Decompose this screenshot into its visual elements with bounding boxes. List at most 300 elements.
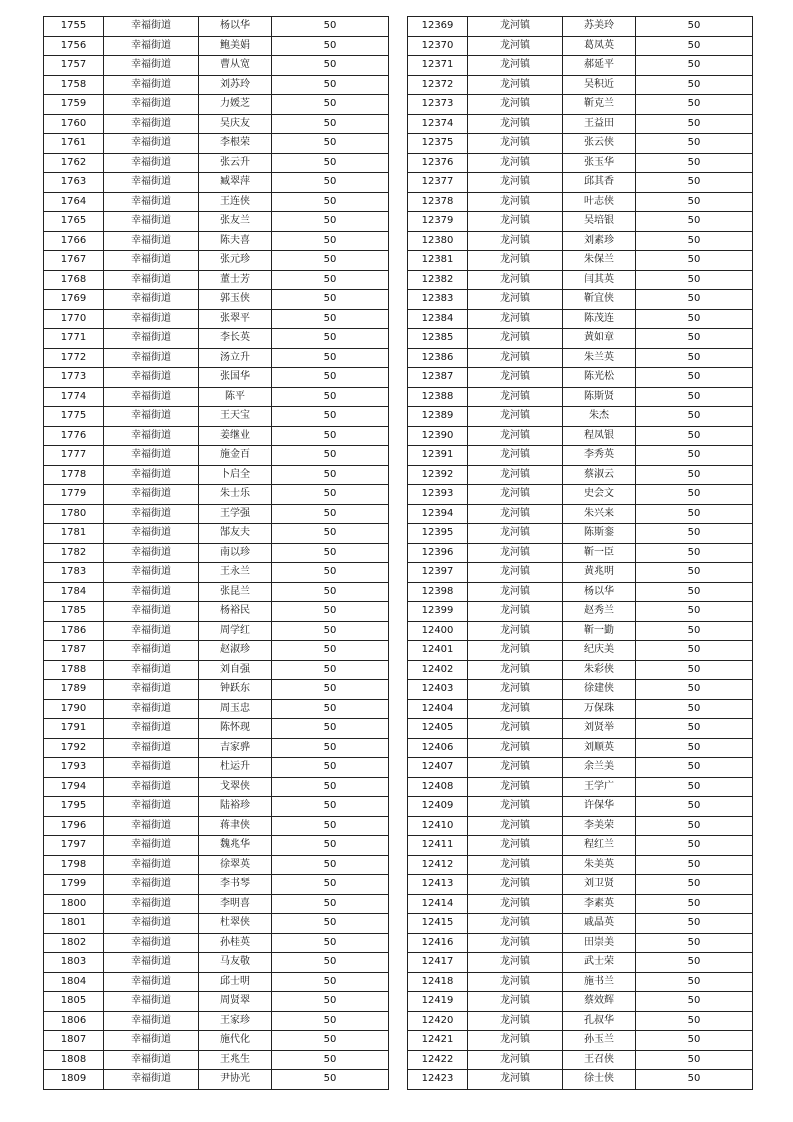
row-number-cell: 1760 [44, 114, 104, 134]
person-name-cell: 张云侠 [563, 134, 636, 154]
table-row [408, 231, 753, 251]
row-number-cell: 12390 [408, 426, 468, 446]
person-name-cell: 蒋聿侠 [199, 816, 272, 836]
district-cell: 龙河镇 [468, 36, 563, 56]
amount-cell: 50 [636, 738, 753, 758]
row-number-cell: 12423 [408, 1070, 468, 1090]
district-cell: 幸福街道 [104, 387, 199, 407]
table-row [408, 309, 753, 329]
person-name-cell: 郜友夫 [199, 524, 272, 544]
row-number-cell: 1787 [44, 641, 104, 661]
row-number-cell: 12413 [408, 875, 468, 895]
district-cell: 幸福街道 [104, 914, 199, 934]
amount-cell: 50 [272, 387, 389, 407]
person-name-cell: 王兆生 [199, 1050, 272, 1070]
table-row [408, 173, 753, 193]
person-name-cell: 李根荣 [199, 134, 272, 154]
amount-cell: 50 [636, 290, 753, 310]
district-cell: 幸福街道 [104, 114, 199, 134]
row-number-cell: 1790 [44, 699, 104, 719]
row-number-cell: 1756 [44, 36, 104, 56]
district-cell: 龙河镇 [468, 524, 563, 544]
row-number-cell: 1792 [44, 738, 104, 758]
amount-cell: 50 [636, 75, 753, 95]
person-name-cell: 黄兆明 [563, 563, 636, 583]
person-name-cell: 马友敬 [199, 953, 272, 973]
person-name-cell: 卜启全 [199, 465, 272, 485]
person-name-cell: 戈翠侠 [199, 777, 272, 797]
district-cell: 龙河镇 [468, 699, 563, 719]
table-row [408, 17, 753, 37]
row-number-cell: 1802 [44, 933, 104, 953]
person-name-cell: 周贤翠 [199, 992, 272, 1012]
amount-cell: 50 [272, 582, 389, 602]
table-row [44, 816, 389, 836]
district-cell: 幸福街道 [104, 153, 199, 173]
amount-cell: 50 [636, 1050, 753, 1070]
row-number-cell: 1757 [44, 56, 104, 76]
row-number-cell: 12373 [408, 95, 468, 115]
district-cell: 幸福街道 [104, 309, 199, 329]
table-row [408, 641, 753, 661]
row-number-cell: 1764 [44, 192, 104, 212]
table-row [44, 894, 389, 914]
amount-cell: 50 [636, 894, 753, 914]
amount-cell: 50 [272, 1011, 389, 1031]
row-number-cell: 12394 [408, 504, 468, 524]
row-number-cell: 12369 [408, 17, 468, 37]
person-name-cell: 陈斯贤 [563, 387, 636, 407]
table-row [44, 290, 389, 310]
person-name-cell: 田崇美 [563, 933, 636, 953]
table-row [408, 992, 753, 1012]
table-row [44, 36, 389, 56]
row-number-cell: 12381 [408, 251, 468, 271]
district-cell: 幸福街道 [104, 699, 199, 719]
amount-cell: 50 [272, 816, 389, 836]
person-name-cell: 朱保兰 [563, 251, 636, 271]
amount-cell: 50 [636, 875, 753, 895]
table-row [44, 524, 389, 544]
district-cell: 龙河镇 [468, 75, 563, 95]
row-number-cell: 12399 [408, 602, 468, 622]
row-number-cell: 12370 [408, 36, 468, 56]
row-number-cell: 1773 [44, 368, 104, 388]
person-name-cell: 钟跃东 [199, 680, 272, 700]
amount-cell: 50 [636, 914, 753, 934]
table-row [44, 231, 389, 251]
amount-cell: 50 [636, 953, 753, 973]
district-cell: 龙河镇 [468, 212, 563, 232]
table-row [408, 329, 753, 349]
row-number-cell: 1768 [44, 270, 104, 290]
amount-cell: 50 [272, 173, 389, 193]
district-cell: 龙河镇 [468, 602, 563, 622]
amount-cell: 50 [636, 329, 753, 349]
person-name-cell: 魏兆华 [199, 836, 272, 856]
amount-cell: 50 [272, 251, 389, 271]
district-cell: 幸福街道 [104, 407, 199, 427]
amount-cell: 50 [636, 933, 753, 953]
person-name-cell: 陈平 [199, 387, 272, 407]
district-cell: 龙河镇 [468, 621, 563, 641]
row-number-cell: 1767 [44, 251, 104, 271]
row-number-cell: 1769 [44, 290, 104, 310]
row-number-cell: 12417 [408, 953, 468, 973]
row-number-cell: 12383 [408, 290, 468, 310]
district-cell: 幸福街道 [104, 641, 199, 661]
district-cell: 龙河镇 [468, 582, 563, 602]
table-row [408, 56, 753, 76]
table-row [44, 75, 389, 95]
row-number-cell: 1774 [44, 387, 104, 407]
district-cell: 龙河镇 [468, 816, 563, 836]
district-cell: 幸福街道 [104, 134, 199, 154]
district-cell: 龙河镇 [468, 855, 563, 875]
table-row [408, 387, 753, 407]
row-number-cell: 12405 [408, 719, 468, 739]
person-name-cell: 王家珍 [199, 1011, 272, 1031]
amount-cell: 50 [272, 153, 389, 173]
district-cell: 龙河镇 [468, 719, 563, 739]
amount-cell: 50 [636, 114, 753, 134]
row-number-cell: 1793 [44, 758, 104, 778]
district-cell: 幸福街道 [104, 348, 199, 368]
district-cell: 幸福街道 [104, 36, 199, 56]
left-table [43, 16, 389, 1090]
person-name-cell: 孙玉兰 [563, 1031, 636, 1051]
amount-cell: 50 [636, 95, 753, 115]
table-row [408, 75, 753, 95]
table-row [44, 563, 389, 583]
person-name-cell: 朱士乐 [199, 485, 272, 505]
amount-cell: 50 [272, 543, 389, 563]
person-name-cell: 戚晶英 [563, 914, 636, 934]
person-name-cell: 赵淑珍 [199, 641, 272, 661]
amount-cell: 50 [272, 290, 389, 310]
district-cell: 龙河镇 [468, 933, 563, 953]
district-cell: 龙河镇 [468, 738, 563, 758]
district-cell: 龙河镇 [468, 894, 563, 914]
amount-cell: 50 [636, 797, 753, 817]
district-cell: 幸福街道 [104, 192, 199, 212]
district-cell: 龙河镇 [468, 485, 563, 505]
amount-cell: 50 [272, 95, 389, 115]
district-cell: 龙河镇 [468, 680, 563, 700]
table-row [44, 1011, 389, 1031]
amount-cell: 50 [636, 992, 753, 1012]
table-row [408, 251, 753, 271]
table-row [408, 465, 753, 485]
amount-cell: 50 [636, 192, 753, 212]
row-number-cell: 12374 [408, 114, 468, 134]
district-cell: 龙河镇 [468, 387, 563, 407]
table-row [408, 914, 753, 934]
amount-cell: 50 [272, 56, 389, 76]
table-row [44, 1031, 389, 1051]
person-name-cell: 史会文 [563, 485, 636, 505]
table-row [408, 36, 753, 56]
row-number-cell: 1791 [44, 719, 104, 739]
district-cell: 龙河镇 [468, 1070, 563, 1090]
amount-cell: 50 [272, 855, 389, 875]
person-name-cell: 张云升 [199, 153, 272, 173]
person-name-cell: 王益田 [563, 114, 636, 134]
row-number-cell: 12412 [408, 855, 468, 875]
amount-cell: 50 [272, 212, 389, 232]
person-name-cell: 闫其英 [563, 270, 636, 290]
row-number-cell: 12403 [408, 680, 468, 700]
row-number-cell: 1795 [44, 797, 104, 817]
row-number-cell: 1755 [44, 17, 104, 37]
amount-cell: 50 [636, 855, 753, 875]
amount-cell: 50 [272, 797, 389, 817]
row-number-cell: 1781 [44, 524, 104, 544]
person-name-cell: 朱美英 [563, 855, 636, 875]
amount-cell: 50 [272, 1050, 389, 1070]
amount-cell: 50 [272, 719, 389, 739]
amount-cell: 50 [636, 660, 753, 680]
row-number-cell: 12396 [408, 543, 468, 563]
row-number-cell: 12385 [408, 329, 468, 349]
district-cell: 龙河镇 [468, 914, 563, 934]
person-name-cell: 周玉忠 [199, 699, 272, 719]
district-cell: 龙河镇 [468, 173, 563, 193]
row-number-cell: 12387 [408, 368, 468, 388]
person-name-cell: 余兰美 [563, 758, 636, 778]
person-name-cell: 汤立升 [199, 348, 272, 368]
row-number-cell: 1784 [44, 582, 104, 602]
person-name-cell: 郝延平 [563, 56, 636, 76]
amount-cell: 50 [636, 348, 753, 368]
row-number-cell: 12379 [408, 212, 468, 232]
district-cell: 龙河镇 [468, 758, 563, 778]
amount-cell: 50 [272, 192, 389, 212]
amount-cell: 50 [272, 446, 389, 466]
district-cell: 龙河镇 [468, 231, 563, 251]
amount-cell: 50 [636, 36, 753, 56]
district-cell: 幸福街道 [104, 17, 199, 37]
amount-cell: 50 [272, 114, 389, 134]
row-number-cell: 12380 [408, 231, 468, 251]
district-cell: 幸福街道 [104, 173, 199, 193]
person-name-cell: 陈斯銮 [563, 524, 636, 544]
amount-cell: 50 [636, 407, 753, 427]
table-row [408, 719, 753, 739]
amount-cell: 50 [272, 368, 389, 388]
district-cell: 幸福街道 [104, 270, 199, 290]
row-number-cell: 12375 [408, 134, 468, 154]
person-name-cell: 刘自强 [199, 660, 272, 680]
table-row [44, 212, 389, 232]
district-cell: 幸福街道 [104, 251, 199, 271]
table-row [408, 485, 753, 505]
table-row [44, 933, 389, 953]
row-number-cell: 1800 [44, 894, 104, 914]
district-cell: 龙河镇 [468, 290, 563, 310]
person-name-cell: 王学强 [199, 504, 272, 524]
person-name-cell: 陆裕珍 [199, 797, 272, 817]
row-number-cell: 1761 [44, 134, 104, 154]
amount-cell: 50 [636, 387, 753, 407]
person-name-cell: 吴积近 [563, 75, 636, 95]
table-row [44, 582, 389, 602]
row-number-cell: 1779 [44, 485, 104, 505]
person-name-cell: 臧翠萍 [199, 173, 272, 193]
amount-cell: 50 [636, 17, 753, 37]
table-row [44, 368, 389, 388]
row-number-cell: 12420 [408, 1011, 468, 1031]
person-name-cell: 李明喜 [199, 894, 272, 914]
row-number-cell: 12416 [408, 933, 468, 953]
row-number-cell: 1797 [44, 836, 104, 856]
amount-cell: 50 [272, 972, 389, 992]
row-number-cell: 1798 [44, 855, 104, 875]
amount-cell: 50 [636, 446, 753, 466]
row-number-cell: 12392 [408, 465, 468, 485]
district-cell: 幸福街道 [104, 1031, 199, 1051]
district-cell: 幸福街道 [104, 212, 199, 232]
person-name-cell: 蔡效辉 [563, 992, 636, 1012]
table-row [408, 1070, 753, 1090]
row-number-cell: 1762 [44, 153, 104, 173]
table-row [44, 641, 389, 661]
district-cell: 幸福街道 [104, 1050, 199, 1070]
amount-cell: 50 [636, 543, 753, 563]
district-cell: 幸福街道 [104, 290, 199, 310]
person-name-cell: 纪庆美 [563, 641, 636, 661]
person-name-cell: 刘顺英 [563, 738, 636, 758]
person-name-cell: 刘素珍 [563, 231, 636, 251]
row-number-cell: 12372 [408, 75, 468, 95]
row-number-cell: 12414 [408, 894, 468, 914]
row-number-cell: 12415 [408, 914, 468, 934]
person-name-cell: 徐士侠 [563, 1070, 636, 1090]
person-name-cell: 叶志侠 [563, 192, 636, 212]
row-number-cell: 1758 [44, 75, 104, 95]
district-cell: 龙河镇 [468, 348, 563, 368]
person-name-cell: 蔡淑云 [563, 465, 636, 485]
district-cell: 龙河镇 [468, 426, 563, 446]
person-name-cell: 程凤银 [563, 426, 636, 446]
amount-cell: 50 [272, 738, 389, 758]
person-name-cell: 李秀英 [563, 446, 636, 466]
person-name-cell: 陈怀现 [199, 719, 272, 739]
table-row [44, 114, 389, 134]
row-number-cell: 1805 [44, 992, 104, 1012]
row-number-cell: 12391 [408, 446, 468, 466]
district-cell: 龙河镇 [468, 563, 563, 583]
person-name-cell: 万保珠 [563, 699, 636, 719]
table-row [408, 602, 753, 622]
person-name-cell: 刘贤举 [563, 719, 636, 739]
row-number-cell: 12376 [408, 153, 468, 173]
table-row [44, 504, 389, 524]
row-number-cell: 12382 [408, 270, 468, 290]
district-cell: 幸福街道 [104, 446, 199, 466]
person-name-cell: 陈茂连 [563, 309, 636, 329]
person-name-cell: 吴培银 [563, 212, 636, 232]
district-cell: 幸福街道 [104, 524, 199, 544]
row-number-cell: 12397 [408, 563, 468, 583]
district-cell: 龙河镇 [468, 543, 563, 563]
table-row [44, 602, 389, 622]
row-number-cell: 12419 [408, 992, 468, 1012]
person-name-cell: 陈光松 [563, 368, 636, 388]
person-name-cell: 朱彩侠 [563, 660, 636, 680]
person-name-cell: 葛凤英 [563, 36, 636, 56]
district-cell: 幸福街道 [104, 602, 199, 622]
district-cell: 幸福街道 [104, 777, 199, 797]
row-number-cell: 12378 [408, 192, 468, 212]
person-name-cell: 徐翠英 [199, 855, 272, 875]
person-name-cell: 靳宜侠 [563, 290, 636, 310]
amount-cell: 50 [272, 953, 389, 973]
person-name-cell: 杜翠侠 [199, 914, 272, 934]
amount-cell: 50 [636, 816, 753, 836]
person-name-cell: 王天宝 [199, 407, 272, 427]
table-row [408, 134, 753, 154]
table-row [408, 680, 753, 700]
amount-cell: 50 [272, 758, 389, 778]
amount-cell: 50 [636, 270, 753, 290]
district-cell: 龙河镇 [468, 875, 563, 895]
person-name-cell: 杨以华 [199, 17, 272, 37]
row-number-cell: 12398 [408, 582, 468, 602]
district-cell: 龙河镇 [468, 777, 563, 797]
person-name-cell: 刘卫贤 [563, 875, 636, 895]
table-row [44, 153, 389, 173]
row-number-cell: 1765 [44, 212, 104, 232]
district-cell: 龙河镇 [468, 972, 563, 992]
person-name-cell: 徐建侠 [563, 680, 636, 700]
table-row [408, 95, 753, 115]
person-name-cell: 施代化 [199, 1031, 272, 1051]
amount-cell: 50 [272, 933, 389, 953]
amount-cell: 50 [636, 465, 753, 485]
table-row [408, 875, 753, 895]
table-row [44, 992, 389, 1012]
person-name-cell: 刘苏玲 [199, 75, 272, 95]
person-name-cell: 孔叔华 [563, 1011, 636, 1031]
district-cell: 龙河镇 [468, 953, 563, 973]
row-number-cell: 1759 [44, 95, 104, 115]
table-row [408, 543, 753, 563]
row-number-cell: 12395 [408, 524, 468, 544]
table-row [44, 699, 389, 719]
amount-cell: 50 [272, 621, 389, 641]
amount-cell: 50 [636, 134, 753, 154]
person-name-cell: 杨以华 [563, 582, 636, 602]
person-name-cell: 吴庆友 [199, 114, 272, 134]
person-name-cell: 邱士明 [199, 972, 272, 992]
row-number-cell: 12393 [408, 485, 468, 505]
table-row [408, 582, 753, 602]
table-row [44, 329, 389, 349]
district-cell: 龙河镇 [468, 641, 563, 661]
person-name-cell: 苏美玲 [563, 17, 636, 37]
amount-cell: 50 [636, 582, 753, 602]
table-row [408, 114, 753, 134]
district-cell: 幸福街道 [104, 738, 199, 758]
row-number-cell: 12389 [408, 407, 468, 427]
amount-cell: 50 [272, 36, 389, 56]
person-name-cell: 靳一臣 [563, 543, 636, 563]
row-number-cell: 1778 [44, 465, 104, 485]
amount-cell: 50 [272, 777, 389, 797]
amount-cell: 50 [636, 758, 753, 778]
table-row [44, 972, 389, 992]
